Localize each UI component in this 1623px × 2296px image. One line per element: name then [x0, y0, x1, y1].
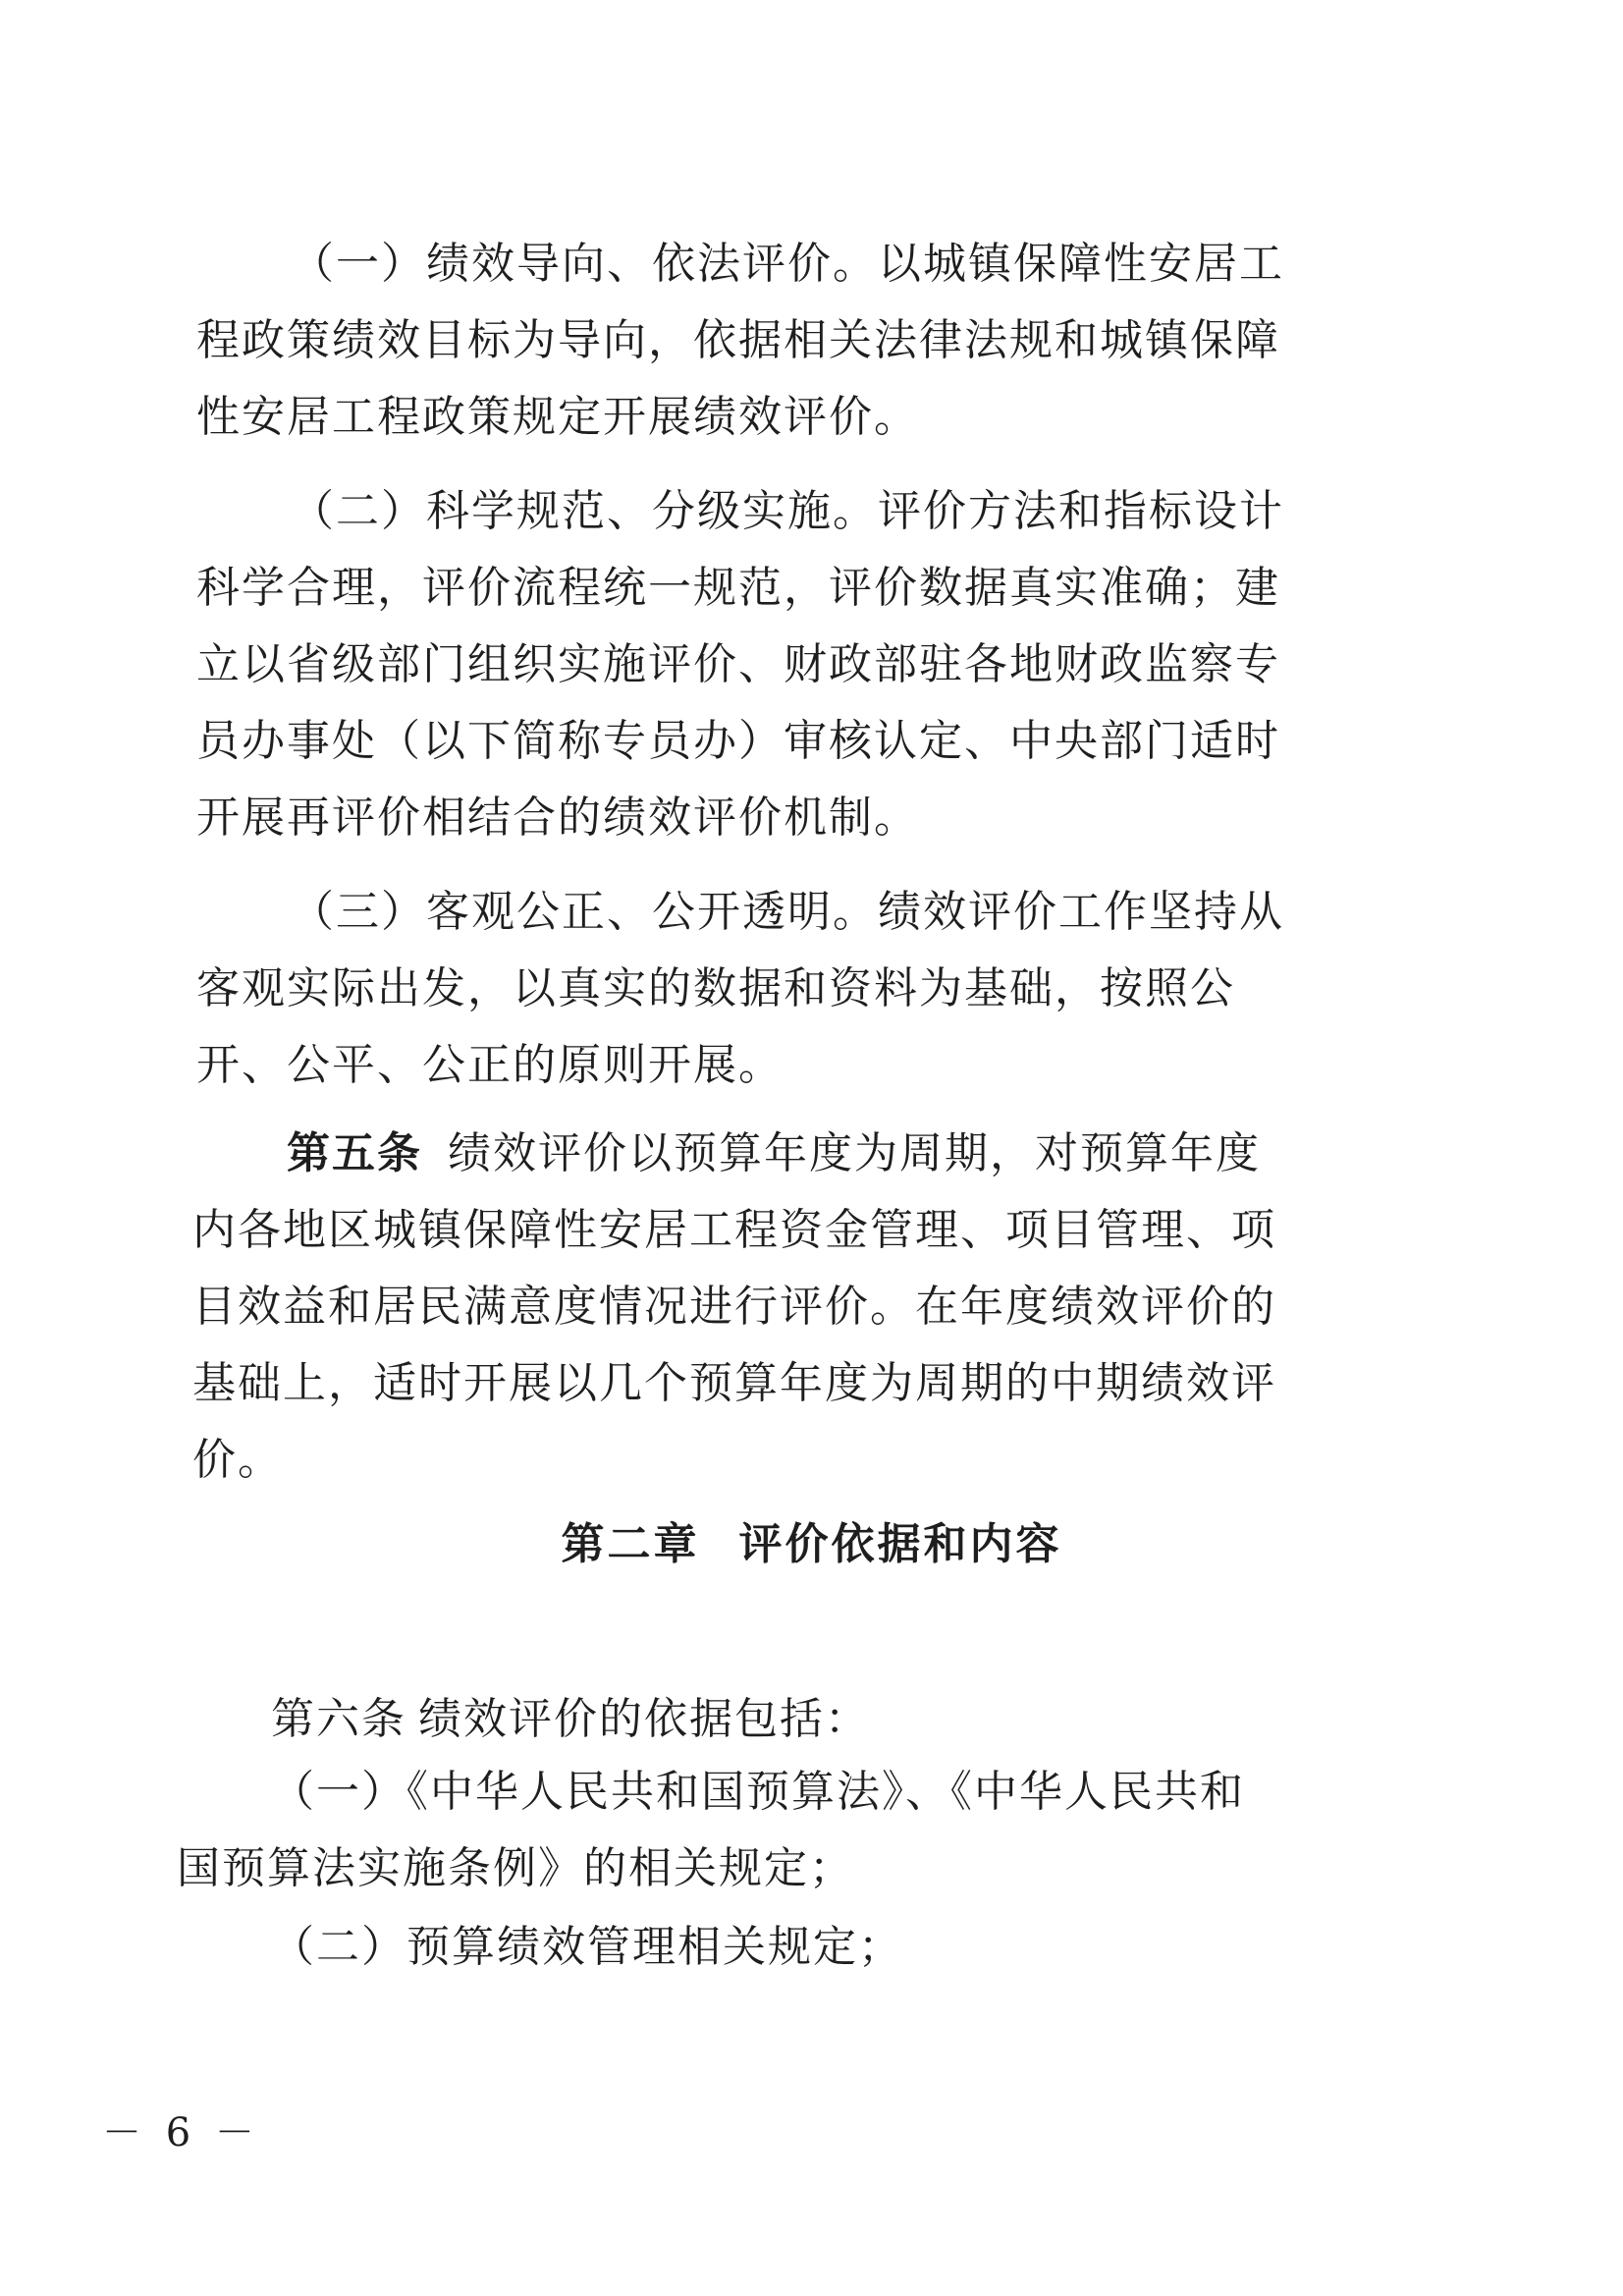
- article-6-number: 第六条: [271, 1694, 406, 1744]
- article-5-number: 第五条: [287, 1128, 422, 1178]
- article-5-text: 绩效评价以预算年度为周期，对预算年度内各地区城镇保障性安居工程资金管理、项目管理、项目效益和居民满意度情况进行评价。在年度绩效评价的基础上，适时开展以几个预算年度为周期的中期绩效评价。: [192, 1128, 1276, 1485]
- chapter-number: 第二章: [561, 1519, 700, 1569]
- chapter-title: 评价依据和内容: [738, 1519, 1062, 1569]
- page-number: － 6 －: [102, 2110, 260, 2156]
- article-6: [177, 1681, 1267, 1758]
- article-6-item-1: （一）《中华人民共和国预算法》、《中华人民共和国预算法实施条例》的相关规定；: [177, 1767, 1245, 1893]
- paragraph-principle-2: （二）科学规范、分级实施。评价方法和指标设计科学合理，评价流程统一规范，评价数据真实准确；建立以省级部门组织实施评价、财政部驻各地财政监察专员办事处（以下简称专员办）审核认定、中央部门适时开展再评价相结合的绩效评价机制。: [196, 486, 1284, 843]
- paragraph-principle-1: （一）绩效导向、依法评价。以城镇保障性安居工程政策绩效目标为导向，依据相关法律法规和城镇保障性安居工程政策规定开展绩效评价。: [196, 239, 1284, 442]
- article-6-item-2: （二）预算绩效管理相关规定；: [271, 1922, 903, 1972]
- article-6-text: 绩效评价的依据包括：: [418, 1694, 870, 1744]
- chapter-heading: [0, 1508, 1623, 1571]
- paragraph-principle-3: （三）客观公正、公开透明。绩效评价工作坚持从客观实际出发，以真实的数据和资料为基础，按照公开、公平、公正的原则开展。: [196, 887, 1284, 1090]
- article-5: [192, 1116, 1282, 1499]
